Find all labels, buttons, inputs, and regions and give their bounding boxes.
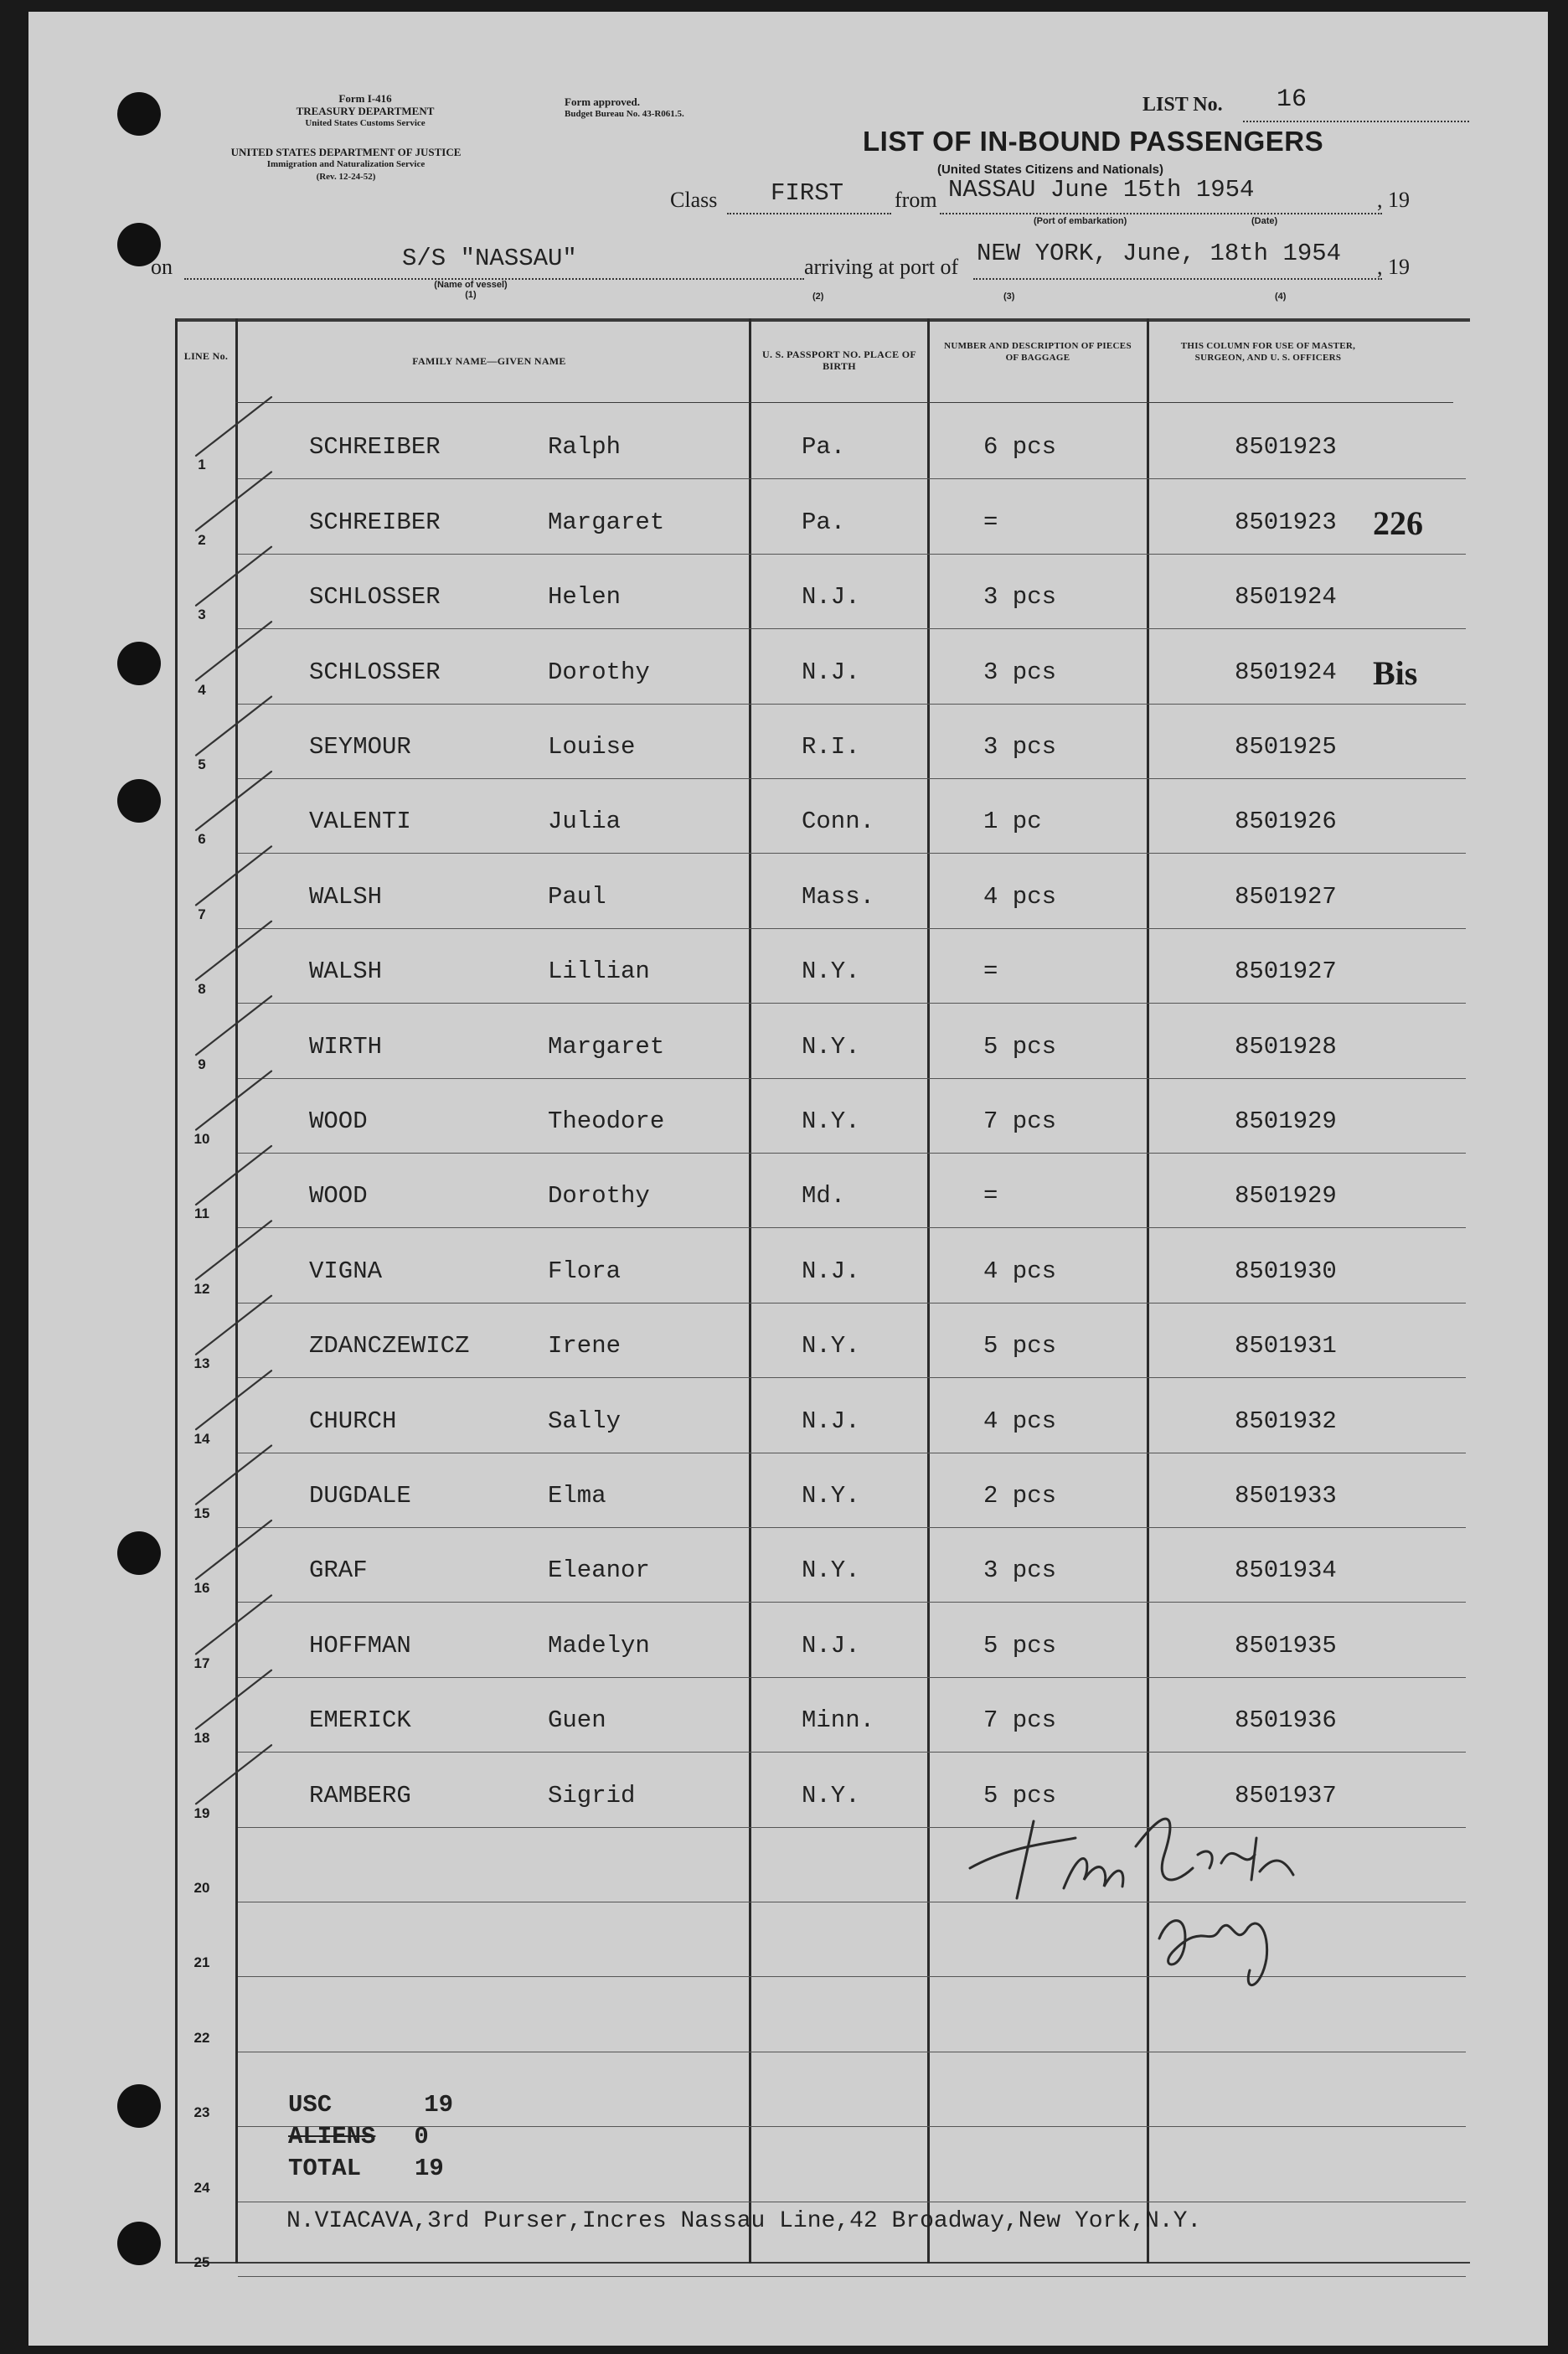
- place-of-birth: Pa.: [802, 508, 846, 536]
- family-name: SCHREIBER: [309, 433, 441, 462]
- form-number: Form I-416: [338, 92, 392, 105]
- officer-number: 8501930: [1235, 1257, 1337, 1285]
- family-name: SCHREIBER: [309, 508, 441, 536]
- form-revision: (Rev. 12-24-52): [316, 172, 376, 182]
- given-name: Dorothy: [548, 658, 650, 686]
- given-name: Sally: [548, 1407, 622, 1435]
- row-separator: [238, 2276, 1466, 2277]
- given-name: Louise: [548, 732, 636, 761]
- baggage: 4 pcs: [983, 1257, 1057, 1285]
- line-number: 25: [193, 2253, 210, 2270]
- arriving-label: arriving at port of: [804, 255, 959, 279]
- vessel-note-num: (1): [465, 290, 477, 300]
- family-name: WALSH: [309, 882, 383, 911]
- place-of-birth: Md.: [802, 1182, 846, 1211]
- col-note-3: (3): [1003, 292, 1015, 302]
- line-number: 10: [193, 1130, 210, 1147]
- col-note-2: (2): [812, 292, 824, 302]
- total-label: TOTAL: [288, 2155, 362, 2182]
- usc-value: 19: [424, 2091, 454, 2119]
- family-name: SCHLOSSER: [309, 658, 441, 686]
- header-name: FAMILY NAME—GIVEN NAME: [412, 355, 566, 367]
- vessel-note: (Name of vessel): [434, 280, 508, 290]
- given-name: Eleanor: [548, 1556, 650, 1585]
- baggage: =: [983, 508, 998, 536]
- year-suffix-1: , 19: [1377, 188, 1410, 212]
- given-name: Paul: [548, 882, 606, 911]
- officer-number: 8501923: [1235, 508, 1337, 536]
- budget-bureau: Budget Bureau No. 43-R061.5.: [565, 109, 684, 119]
- from-value: NASSAU June 15th 1954: [948, 176, 1255, 204]
- family-name: ZDANCZEWICZ: [309, 1332, 470, 1360]
- given-name: Helen: [548, 583, 622, 612]
- list-no-label: LIST No.: [1142, 94, 1223, 116]
- place-of-birth: N.Y.: [802, 1032, 860, 1061]
- given-name: Julia: [548, 808, 622, 836]
- line-number: 8: [198, 981, 206, 998]
- on-label: on: [151, 255, 173, 279]
- given-name: Sigrid: [548, 1781, 636, 1809]
- from-label: from: [895, 188, 937, 212]
- family-name: DUGDALE: [309, 1481, 411, 1510]
- margin-note: Bis: [1373, 653, 1418, 692]
- line-number: 7: [198, 906, 206, 922]
- binder-hole: [117, 92, 161, 136]
- aliens-value: 0: [414, 2123, 429, 2150]
- family-name: EMERICK: [309, 1706, 411, 1735]
- family-name: WOOD: [309, 1107, 368, 1135]
- place-of-birth: N.Y.: [802, 1556, 860, 1585]
- family-name: WIRTH: [309, 1032, 383, 1061]
- binder-hole: [117, 642, 161, 685]
- baggage: 5 pcs: [983, 1631, 1057, 1660]
- line-number: 24: [193, 2179, 210, 2196]
- place-of-birth: N.J.: [802, 583, 860, 612]
- class-underline: [727, 213, 891, 214]
- officer-number: 8501927: [1235, 882, 1337, 911]
- officer-number: 8501937: [1235, 1781, 1337, 1809]
- line-number: 15: [193, 1505, 210, 1521]
- given-name: Irene: [548, 1332, 622, 1360]
- given-name: Elma: [548, 1481, 606, 1510]
- header-passport: U. S. PASSPORT NO. PLACE OF BIRTH: [762, 348, 916, 372]
- officer-number: 8501929: [1235, 1182, 1337, 1211]
- baggage: 2 pcs: [983, 1481, 1057, 1510]
- place-of-birth: N.Y.: [802, 1781, 860, 1809]
- place-of-birth: R.I.: [802, 732, 860, 761]
- line-number: 20: [193, 1879, 210, 1896]
- list-no-underline: [1243, 121, 1469, 122]
- binder-hole: [117, 2084, 161, 2128]
- line-number: 3: [198, 607, 206, 623]
- col-note-4: (4): [1275, 292, 1287, 302]
- place-of-birth: Mass.: [802, 882, 875, 911]
- place-of-birth: N.J.: [802, 1631, 860, 1660]
- header-baggage: NUMBER AND DESCRIPTION OF PIECES OF BAGGAGE: [944, 341, 1132, 363]
- baggage: 5 pcs: [983, 1781, 1057, 1809]
- vessel-value: S/S "NASSAU": [402, 245, 577, 272]
- baggage: 4 pcs: [983, 1407, 1057, 1435]
- date-note: (Date): [1251, 216, 1278, 226]
- officer-number: 8501924: [1235, 583, 1337, 612]
- manifest-page: [28, 12, 1548, 2346]
- family-name: GRAF: [309, 1556, 368, 1585]
- line-number: 2: [198, 531, 206, 548]
- family-name: CHURCH: [309, 1407, 397, 1435]
- given-name: Madelyn: [548, 1631, 650, 1660]
- line-number: 4: [198, 681, 206, 698]
- checkmarks-overlay: [179, 372, 1452, 1830]
- line-number: 22: [193, 2029, 210, 2046]
- baggage: 6 pcs: [983, 433, 1057, 462]
- total-value: 19: [415, 2155, 444, 2182]
- officer-number: 8501935: [1235, 1631, 1337, 1660]
- aliens-label: ALIENS: [288, 2123, 376, 2150]
- binder-hole: [117, 779, 161, 823]
- place-of-birth: N.J.: [802, 1407, 860, 1435]
- summary-block: [288, 2089, 453, 2185]
- baggage: =: [983, 958, 998, 986]
- officer-number: 8501931: [1235, 1332, 1337, 1360]
- line-number: 5: [198, 756, 206, 772]
- family-name: SEYMOUR: [309, 732, 411, 761]
- arriving-underline: [973, 278, 1382, 280]
- baggage: =: [983, 1182, 998, 1211]
- line-number: 18: [193, 1730, 210, 1747]
- given-name: Margaret: [548, 1032, 665, 1061]
- family-name: VIGNA: [309, 1257, 383, 1285]
- from-underline: [940, 213, 1382, 214]
- given-name: Theodore: [548, 1107, 665, 1135]
- line-number: 23: [193, 2104, 210, 2121]
- given-name: Dorothy: [548, 1182, 650, 1211]
- year-suffix-2: , 19: [1377, 255, 1410, 279]
- officer-number: 8501928: [1235, 1032, 1337, 1061]
- binder-hole: [117, 2222, 161, 2265]
- baggage: 7 pcs: [983, 1107, 1057, 1135]
- given-name: Guen: [548, 1706, 606, 1735]
- baggage: 4 pcs: [983, 882, 1057, 911]
- binder-hole: [117, 1531, 161, 1575]
- officer-number: 8501929: [1235, 1107, 1337, 1135]
- place-of-birth: N.Y.: [802, 958, 860, 986]
- line-number: 21: [193, 1954, 210, 1971]
- page-subtitle: (United States Citizens and Nationals): [936, 163, 1164, 177]
- place-of-birth: N.J.: [802, 1257, 860, 1285]
- place-of-birth: Conn.: [802, 808, 875, 836]
- class-value: FIRST: [771, 179, 844, 207]
- officer-number: 8501934: [1235, 1556, 1337, 1585]
- officer-number: 8501926: [1235, 808, 1337, 836]
- baggage: 3 pcs: [983, 583, 1057, 612]
- given-name: Flora: [548, 1257, 622, 1285]
- purser-line: N.VIACAVA,3rd Purser,Incres Nassau Line,42 Broadway,New York,N.Y.: [286, 2208, 1202, 2234]
- given-name: Margaret: [548, 508, 665, 536]
- baggage: 7 pcs: [983, 1706, 1057, 1735]
- officer-number: 8501932: [1235, 1407, 1337, 1435]
- officer-number: 8501925: [1235, 732, 1337, 761]
- ins-name: Immigration and Naturalization Service: [266, 159, 426, 169]
- baggage: 3 pcs: [983, 1556, 1057, 1585]
- margin-note: 226: [1373, 503, 1423, 542]
- baggage: 3 pcs: [983, 658, 1057, 686]
- line-number: 11: [194, 1205, 209, 1222]
- port-embarkation-note: (Port of embarkation): [1034, 216, 1127, 226]
- line-number: 13: [193, 1355, 210, 1372]
- line-number: 12: [193, 1280, 210, 1297]
- place-of-birth: Minn.: [802, 1706, 875, 1735]
- officer-number: 8501933: [1235, 1481, 1337, 1510]
- line-number: 19: [193, 1804, 210, 1821]
- line-number: 16: [193, 1580, 210, 1597]
- given-name: Lillian: [548, 958, 650, 986]
- officer-number: 8501927: [1235, 958, 1337, 986]
- table-top-border: [175, 318, 1470, 322]
- usc-label: USC: [288, 2091, 333, 2119]
- given-name: Ralph: [548, 433, 622, 462]
- line-number: 6: [198, 831, 206, 848]
- class-label: Class: [670, 188, 718, 212]
- form-approved: Form approved.: [565, 96, 641, 108]
- baggage: 5 pcs: [983, 1332, 1057, 1360]
- baggage: 3 pcs: [983, 732, 1057, 761]
- officer-number: 8501924: [1235, 658, 1337, 686]
- family-name: SCHLOSSER: [309, 583, 441, 612]
- family-name: RAMBERG: [309, 1781, 411, 1809]
- place-of-birth: N.J.: [802, 658, 860, 686]
- customs-service: United States Customs Service: [305, 118, 426, 128]
- place-of-birth: N.Y.: [802, 1332, 860, 1360]
- line-number: 14: [193, 1430, 210, 1447]
- line-number: 1: [198, 457, 206, 473]
- officer-number: 8501923: [1235, 433, 1337, 462]
- family-name: HOFFMAN: [309, 1631, 411, 1660]
- family-name: WALSH: [309, 958, 383, 986]
- baggage: 5 pcs: [983, 1032, 1057, 1061]
- baggage: 1 pc: [983, 808, 1042, 836]
- family-name: WOOD: [309, 1182, 368, 1211]
- arriving-value: NEW YORK, June, 18th 1954: [977, 240, 1342, 267]
- place-of-birth: Pa.: [802, 433, 846, 462]
- treasury-dept: TREASURY DEPARTMENT: [296, 105, 435, 117]
- line-number: 9: [198, 1056, 206, 1072]
- page-title: LIST OF IN-BOUND PASSENGERS: [863, 126, 1324, 157]
- header-officers: THIS COLUMN FOR USE OF MASTER, SURGEON, AND U. S. OFFICERS: [1180, 341, 1356, 363]
- place-of-birth: N.Y.: [802, 1107, 860, 1135]
- list-no-value: 16: [1277, 85, 1308, 114]
- justice-dept: UNITED STATES DEPARTMENT OF JUSTICE: [230, 146, 462, 158]
- officer-number: 8501936: [1235, 1706, 1337, 1735]
- family-name: VALENTI: [309, 808, 411, 836]
- place-of-birth: N.Y.: [802, 1481, 860, 1510]
- header-line-no: LINE No.: [183, 350, 229, 362]
- line-number: 17: [193, 1655, 210, 1671]
